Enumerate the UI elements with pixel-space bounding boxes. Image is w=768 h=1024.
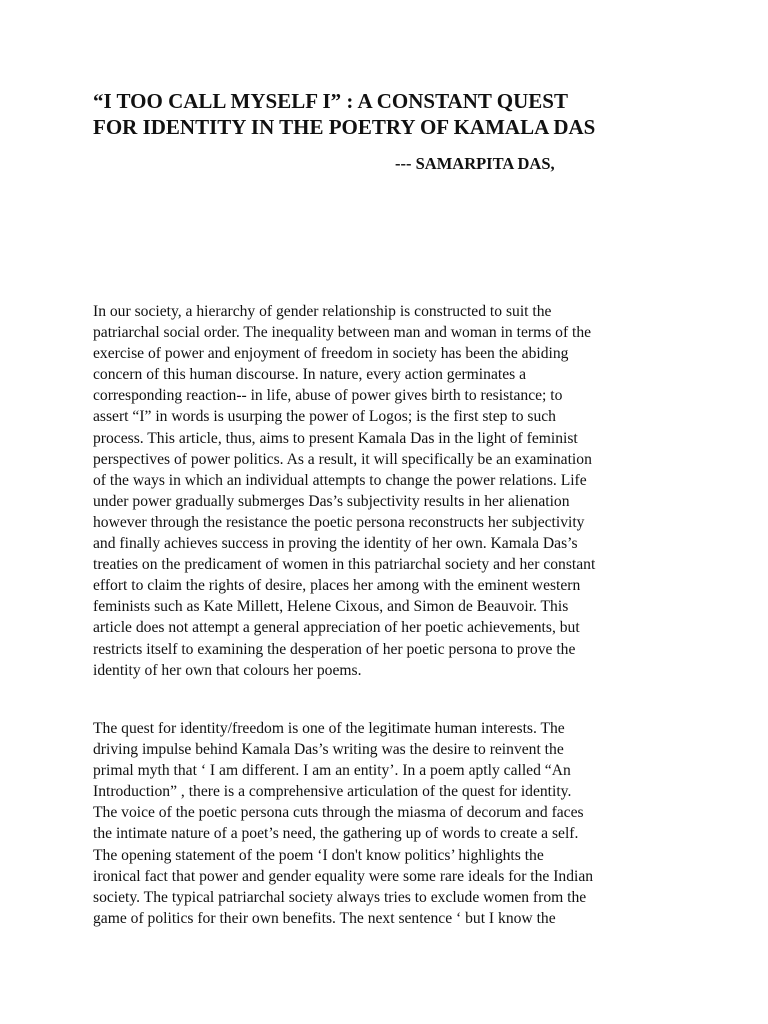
text-line: under power gradually submerges Das’s subjectivity results in her alienation	[93, 492, 570, 510]
text-line: exercise of power and enjoyment of freedom in society has been the abiding	[93, 345, 569, 363]
text-line: feminists such as Kate Millett, Helene Cixous, and Simon de Beauvoir. This	[93, 598, 569, 616]
body-paragraph	[93, 301, 713, 681]
text-line: however through the resistance the poetic persona reconstructs her subjectivity	[93, 513, 585, 531]
text-line: Introduction” , there is a comprehensive articulation of the quest for identity.	[93, 783, 572, 801]
text-line: driving impulse behind Kamala Das’s writing was the desire to reinvent the	[93, 741, 564, 759]
text-line: concern of this human discourse. In nature, every action germinates a	[93, 366, 527, 384]
text-line: game of politics for their own benefits. The next sentence ‘ but I know the	[93, 909, 556, 927]
document-title	[93, 88, 713, 140]
text-line: patriarchal social order. The inequality between man and woman in terms of the	[93, 324, 592, 342]
title-line: “I TOO CALL MYSELF I” : A CONSTANT QUEST	[93, 89, 568, 113]
author-byline: --- SAMARPITA DAS,	[395, 154, 555, 173]
text-line: effort to claim the rights of desire, places her among with the eminent western	[93, 577, 581, 595]
title-line: FOR IDENTITY IN THE POETRY OF KAMALA DAS	[93, 115, 596, 139]
text-line: process. This article, thus, aims to present Kamala Das in the light of feminist	[93, 429, 578, 447]
text-line: perspectives of power politics. As a result, it will specifically be an examination	[93, 450, 592, 468]
text-line: society. The typical patriarchal society always tries to exclude women from the	[93, 888, 587, 906]
text-line: and finally achieves success in proving the identity of her own. Kamala Das’s	[93, 535, 578, 553]
text-line: article does not attempt a general appreciation of her poetic achievements, but	[93, 619, 580, 637]
text-line: In our society, a hierarchy of gender relationship is constructed to suit the	[93, 303, 552, 320]
text-line: corresponding reaction-- in life, abuse of power gives birth to resistance; to	[93, 387, 563, 405]
text-line: treaties on the predicament of women in this patriarchal society and her constant	[93, 556, 596, 574]
text-line: The opening statement of the poem ‘I don't know politics’ highlights the	[93, 846, 544, 864]
body-paragraph	[93, 718, 713, 929]
text-line: restricts itself to examining the desperation of her poetic persona to prove the	[93, 640, 576, 658]
text-line: of the ways in which an individual attempts to change the power relations. Life	[93, 471, 587, 489]
text-line: primal myth that ‘ I am different. I am an entity’. In a poem aptly called “An	[93, 762, 571, 780]
text-line: the intimate nature of a poet’s need, the gathering up of words to create a self.	[93, 825, 579, 843]
text-line: identity of her own that colours her poems.	[93, 661, 362, 679]
text-line: The voice of the poetic persona cuts through the miasma of decorum and faces	[93, 804, 584, 822]
text-line: ironical fact that power and gender equality were some rare ideals for the Indian	[93, 867, 594, 885]
text-line: The quest for identity/freedom is one of the legitimate human interests. The	[93, 720, 565, 737]
text-line: assert “I” in words is usurping the power of Logos; is the first step to such	[93, 408, 556, 426]
